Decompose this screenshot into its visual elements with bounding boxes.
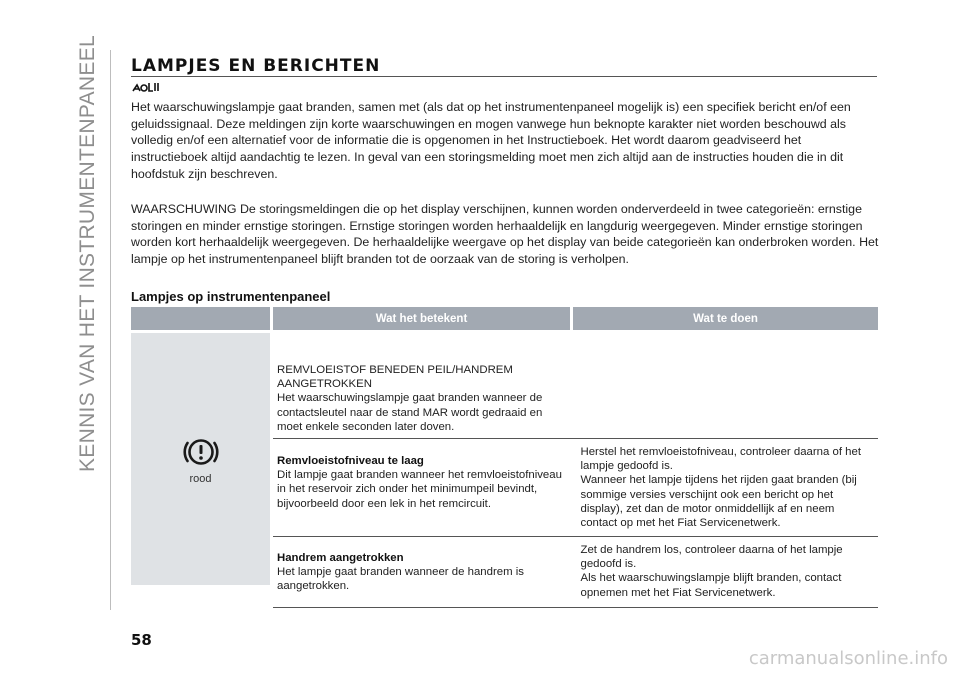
brake-warning-icon xyxy=(182,433,220,471)
row-action: Zet de handrem los, controleer daarna of het lampje gedoofd is. Als het waarschuwingslampje blijft branden, contact opnemen met het Fiat Servicenetwerk. xyxy=(580,544,843,599)
vehicle-logo-icon xyxy=(131,79,161,100)
table-row xyxy=(273,333,878,439)
icon-cell xyxy=(131,333,270,585)
icon-color-label: rood xyxy=(189,473,212,485)
row-meaning: REMVLOEISTOF BENEDEN PEIL/HANDREM AANGETROKKEN Het waarschuwingslampje gaat branden wanneer de contactsleutel naar de stand MAR wordt gedraaid en moet enkele seconden later doven. xyxy=(277,364,543,433)
header-action-column: Wat te doen xyxy=(573,307,878,330)
table-heading: Lampjes op instrumentenpaneel xyxy=(131,289,331,304)
page-number: 58 xyxy=(131,631,152,649)
row-action xyxy=(575,333,879,438)
row-title: Remvloeistofniveau te laag xyxy=(277,455,424,467)
table-row xyxy=(273,439,878,537)
row-meaning: Dit lampje gaat branden wanneer het remvloeistofniveau in het reservoir zich onder het minimumpeil bevindt, bijvoorbeeld door een lek in het remcircuit. xyxy=(277,469,562,510)
warning-light-table xyxy=(131,307,878,608)
header-meaning-column: Wat het betekent xyxy=(273,307,570,330)
intro-paragraph: Het waarschuwingslampje gaat branden, samen met (als dat op het instrumentenpaneel mogelijk is) een specifiek bericht en/of een geluidssignaal. Deze meldingen zijn korte waarschuwingen en mogen vanwege hun beknopte karakter niet worden beschouwd als volledig en/of een alternatief voor de informatie die is opgenomen in het Instructieboek. Het wordt daarom geadviseerd het instructieboek altijd aandachtig te lezen. In geval van een storingsmelding moet men zich altijd aan de instructies houden die in dit hoofdstuk zijn beschreven. xyxy=(131,100,851,181)
row-action: Herstel het remvloeistofniveau, controleer daarna of het lampje gedoofd is. Wanneer het lampje tijdens het rijden gaat branden (bij sommige versies verschijnt ook een bericht op het display), zet dan de motor onmiddellijk af en neem contact op met het Fiat Servicenetwerk. xyxy=(580,446,861,530)
side-chapter-title: KENNIS VAN HET INSTRUMENTENPANEEL xyxy=(76,35,99,472)
warning-paragraph: WAARSCHUWING De storingsmeldingen die op het display verschijnen, kunnen worden onderverdeeld in twee categorieën: ernstige storingen en minder ernstige storingen. Ernstige storingen worden herhaaldelijk en langdurig weergegeven. Minder ernstige storingen worden kort herhaaldelijk weergegeven. De herhaaldelijke weergave op het display van beide categorieën kan onderbroken worden. Het lampje op het instrumentenpaneel blijft branden tot de oorzaak van de storing is verholpen. xyxy=(131,202,879,267)
watermark: carmanualsonline.info xyxy=(748,648,948,669)
table-row xyxy=(273,537,878,608)
section-divider xyxy=(131,76,877,77)
section-title: LAMPJES EN BERICHTEN xyxy=(131,56,381,76)
header-icon-column xyxy=(131,307,270,330)
side-divider xyxy=(110,50,111,610)
table-header xyxy=(131,307,878,330)
row-meaning: Het lampje gaat branden wanneer de handrem is aangetrokken. xyxy=(277,566,524,593)
row-title: Handrem aangetrokken xyxy=(277,552,404,564)
